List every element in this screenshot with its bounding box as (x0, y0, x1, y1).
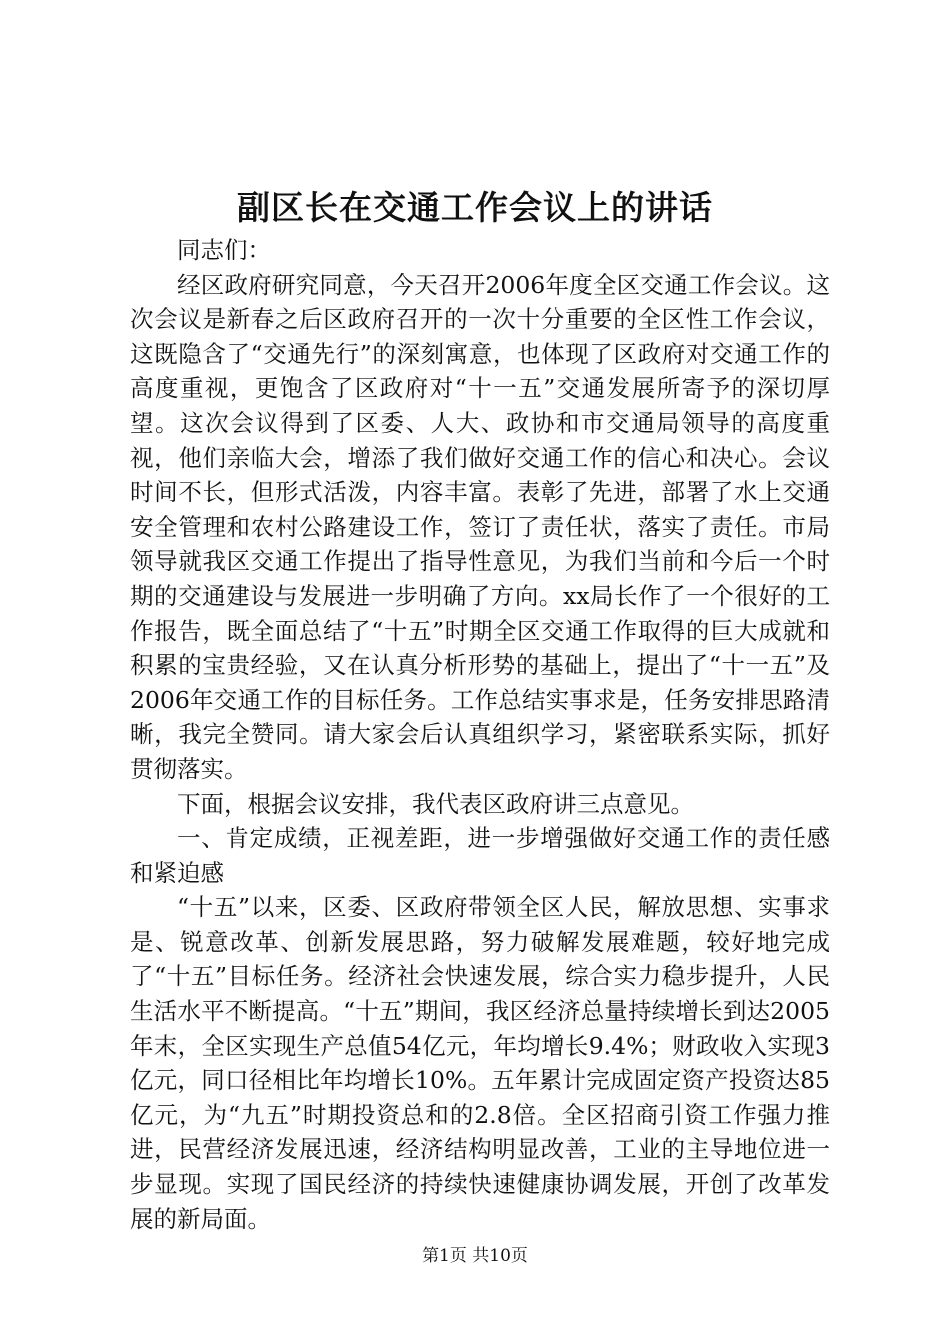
section-heading: 一、肯定成绩，正视差距，进一步增强做好交通工作的责任感和紧迫感 (130, 824, 830, 887)
salutation-paragraph: 同志们： (177, 236, 271, 264)
body-paragraph: “十五”以来，区委、区政府带领全区人民，解放思想、实事求是、锐意改革、创新发展思路，努力破解发展难题，较好地完成了“十五”目标任务。经济社会快速发展，综合实力稳步提升，人民生活水平不断提高。“十五”期间，我区经济总量持续增长到达2005年末，全区实现生产总值54亿元，年均增长9.4%；财政收入实现3亿元，同口径相比年均增长10%。五年累计完成固定资产投资达85亿元，为“九五”时期投资总和的2.8倍。全区招商引资工作强力推进，民营经济发展迅速，经济结构明显改善，工业的主导地位进一步显现。实现了国民经济的持续快速健康协调发展，开创了改革发展的新局面。 (130, 893, 830, 1233)
body-paragraph: 经区政府研究同意，今天召开2006年度全区交通工作会议。这次会议是新春之后区政府召开的一次十分重要的全区性工作会议，这既隐含了“交通先行”的深刻寓意，也体现了区政府对交通工作的高度重视，更饱含了区政府对“十一五”交通发展所寄予的深切厚望。这次会议得到了区委、人大、政协和市交通局领导的高度重视，他们亲临大会，增添了我们做好交通工作的信心和决心。会议时间不长，但形式活泼，内容丰富。表彰了先进，部署了水上交通安全管理和农村公路建设工作，签订了责任状，落实了责任。市局领导就我区交通工作提出了指导性意见，为我们当前和今后一个时期的交通建设与发展进一步明确了方向。xx局长作了一个很好的工作报告，既全面总结了“十五”时期全区交通工作取得的巨大成就和积累的宝贵经验，又在认真分析形势的基础上，提出了“十一五”及2006年交通工作的目标任务。工作总结实事求是，任务安排思路清晰，我完全赞同。请大家会后认真组织学习，紧密联系实际，抓好贯彻落实。 (130, 270, 830, 783)
document-body (130, 233, 830, 1236)
page-number-footer: 第1页 共10页 (422, 1246, 528, 1266)
body-paragraph: 下面，根据会议安排，我代表区政府讲三点意见。 (177, 789, 694, 818)
document-title: 副区长在交通工作会议上的讲话 (237, 188, 713, 227)
